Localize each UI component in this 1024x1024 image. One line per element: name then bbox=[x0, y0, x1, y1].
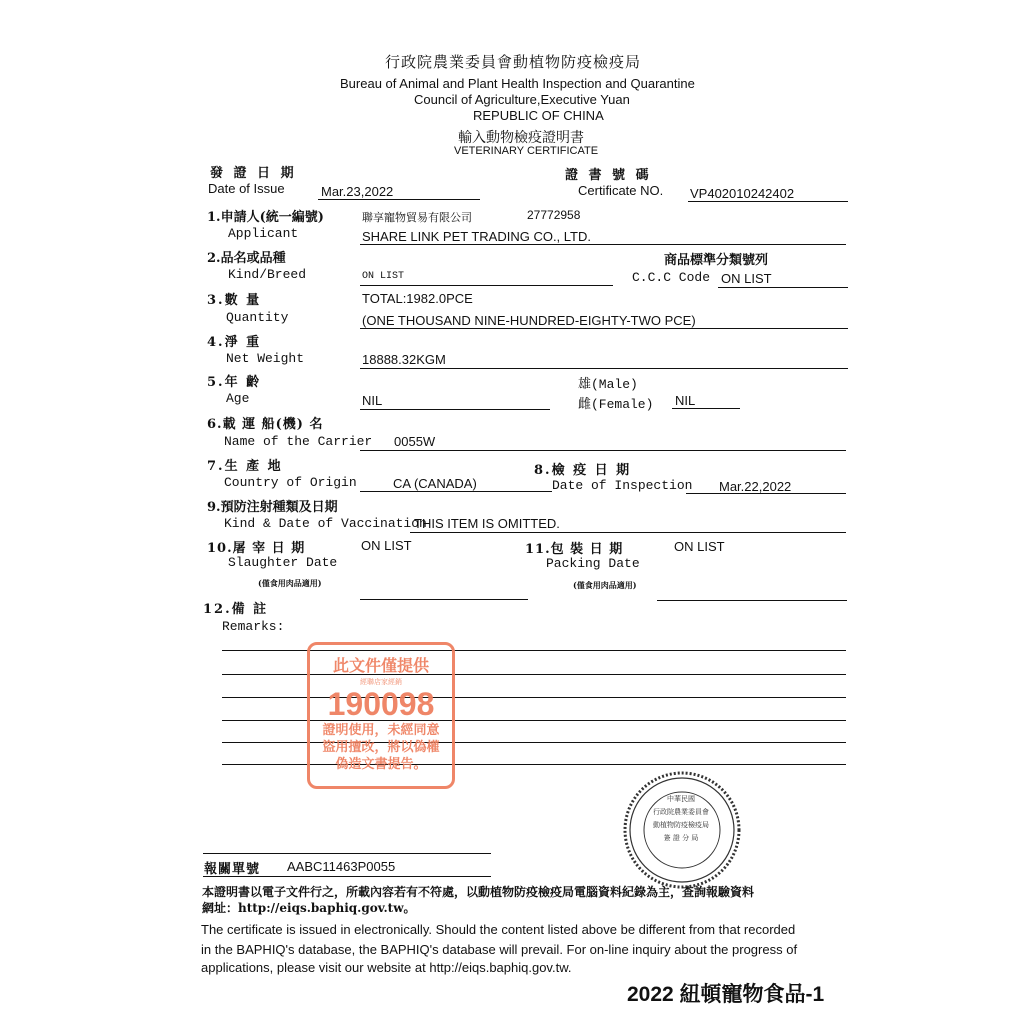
certificate-title-zh: 輸入動物檢疫證明書 bbox=[458, 130, 584, 146]
carrier-value: 0055W bbox=[394, 434, 436, 449]
packing-label-zh: 11.包 裝 日 期 bbox=[525, 542, 624, 557]
issue-date-label-en: Date of Issue bbox=[208, 181, 285, 196]
origin-value: CA (CANADA) bbox=[393, 476, 477, 491]
ccc-label-en: C.C.C Code bbox=[632, 270, 711, 285]
ccc-label-zh: 商品標準分類號列 bbox=[664, 253, 769, 268]
watermark-stamp bbox=[307, 642, 455, 789]
cert-no-label-en: Certificate NO. bbox=[578, 183, 664, 198]
slaughter-label-en: Slaughter Date bbox=[228, 555, 338, 570]
customs-label: 報關單號 bbox=[204, 862, 261, 877]
carrier-label-en: Name of the Carrier bbox=[224, 434, 373, 449]
packing-value: ON LIST bbox=[674, 539, 725, 554]
ccc-value: ON LIST bbox=[721, 271, 772, 286]
seal-center-text bbox=[651, 793, 711, 845]
cert-no-label-zh: 證 書 號 碼 bbox=[565, 168, 652, 183]
council-title: Council of Agriculture,Executive Yuan bbox=[414, 92, 630, 107]
stamp-line-5: 偽造文書提告。 bbox=[335, 756, 427, 771]
packing-note: (僅食用肉品適用) bbox=[573, 580, 637, 590]
vaccination-label-en: Kind & Date of Vaccination bbox=[224, 516, 427, 531]
age-label-zh: 5.年 齡 bbox=[207, 375, 262, 390]
kind-value: ON LIST bbox=[362, 271, 405, 282]
stamp-line-4: 盜用擅改，將以偽權 bbox=[322, 739, 440, 754]
packing-label-en: Packing Date bbox=[546, 556, 640, 571]
applicant-name-en: SHARE LINK PET TRADING CO., LTD. bbox=[362, 229, 591, 244]
origin-label-en: Country of Origin bbox=[224, 475, 357, 490]
quantity-total: TOTAL:1982.0PCE bbox=[362, 291, 473, 306]
seal-line-3: 動植物防疫檢疫局 bbox=[653, 821, 709, 829]
age-label-en: Age bbox=[226, 391, 250, 406]
slaughter-note: (僅食用肉品適用) bbox=[258, 578, 322, 588]
cert-no-value: VP402010242402 bbox=[690, 186, 795, 201]
slaughter-value: ON LIST bbox=[361, 538, 412, 553]
applicant-name-zh: 聯享寵物貿易有限公司 bbox=[362, 211, 472, 224]
applicant-id: 27772958 bbox=[527, 208, 581, 222]
seal-line-1: 中華民國 bbox=[667, 795, 695, 803]
quantity-words: (ONE THOUSAND NINE-HUNDRED-EIGHTY-TWO PCE) bbox=[362, 313, 696, 328]
remarks-label-en: Remarks: bbox=[222, 619, 285, 634]
female-label: 雌(Female) bbox=[578, 397, 654, 412]
quantity-label-en: Quantity bbox=[226, 310, 289, 325]
vaccination-value: THIS ITEM IS OMITTED. bbox=[414, 516, 560, 531]
seal-line-2: 行政院農業委員會 bbox=[653, 808, 709, 816]
stamp-line-3: 證明使用，未經同意 bbox=[322, 722, 440, 737]
customs-value: AABC11463P0055 bbox=[287, 859, 396, 874]
net-weight-value: 18888.32KGM bbox=[362, 352, 446, 367]
slaughter-label-zh: 10.屠 宰 日 期 bbox=[207, 541, 306, 556]
seal-line-4: 簽 證 分 局 bbox=[663, 834, 699, 842]
origin-label-zh: 7.生 產 地 bbox=[207, 459, 283, 474]
applicant-label-zh: 1.申請人(統一編號) bbox=[207, 210, 324, 225]
issue-date-value: Mar.23,2022 bbox=[321, 184, 394, 199]
applicant-label-en: Applicant bbox=[228, 226, 299, 241]
kind-label-zh: 2.品名或品種 bbox=[207, 251, 286, 266]
male-label: 雄(Male) bbox=[578, 377, 638, 392]
remarks-label-zh: 12.備 註 bbox=[203, 602, 269, 617]
quantity-label-zh: 3.數 量 bbox=[207, 293, 262, 308]
note-en-2: in the BAPHIQ's database, the BAPHIQ's database will prevail. For on-line inquiry about the progress of bbox=[201, 942, 798, 957]
inspection-label-en: Date of Inspection bbox=[552, 478, 693, 493]
issue-date-label-zh: 發 證 日 期 bbox=[210, 166, 297, 181]
stamp-line-2: 經聯店家經銷 bbox=[360, 679, 402, 686]
agency-en-title: Bureau of Animal and Plant Health Inspection and Quarantine bbox=[340, 76, 695, 91]
stamp-line-1: 此文件僅提供 bbox=[332, 658, 429, 675]
carrier-label-zh: 6.載 運 船(機) 名 bbox=[207, 417, 324, 432]
vaccination-label-zh: 9.預防注射種類及日期 bbox=[207, 500, 338, 515]
age-value: NIL bbox=[362, 393, 383, 408]
note-en-1: The certificate is issued in electronically. Should the content listed above be different from that recorded bbox=[201, 922, 796, 937]
note-en-3: applications, please visit our website at http://eiqs.baphiq.gov.tw. bbox=[201, 960, 572, 975]
certificate-title-en: VETERINARY CERTIFICATE bbox=[454, 145, 599, 157]
net-weight-label-zh: 4.淨 重 bbox=[207, 335, 262, 350]
kind-label-en: Kind/Breed bbox=[228, 267, 307, 282]
note-zh-1: 本證明書以電子文件行之，所載內容若有不符處，以動植物防疫檢疫局電腦資料紀錄為主，查詢報驗資料 bbox=[202, 885, 755, 899]
country-title: REPUBLIC OF CHINA bbox=[473, 108, 604, 123]
agency-zh-title: 行政院農業委員會動植物防疫檢疫局 bbox=[385, 53, 642, 71]
stamp-number: 190098 bbox=[327, 686, 435, 722]
inspection-value: Mar.22,2022 bbox=[719, 479, 792, 494]
note-zh-2: 網址：http://eiqs.baphiq.gov.tw。 bbox=[202, 901, 416, 915]
inspection-label-zh: 8.檢 疫 日 期 bbox=[534, 463, 632, 478]
net-weight-label-en: Net Weight bbox=[226, 351, 305, 366]
female-value: NIL bbox=[675, 393, 696, 408]
document-caption: 2022 紐頓寵物食品-1 bbox=[627, 983, 825, 1006]
